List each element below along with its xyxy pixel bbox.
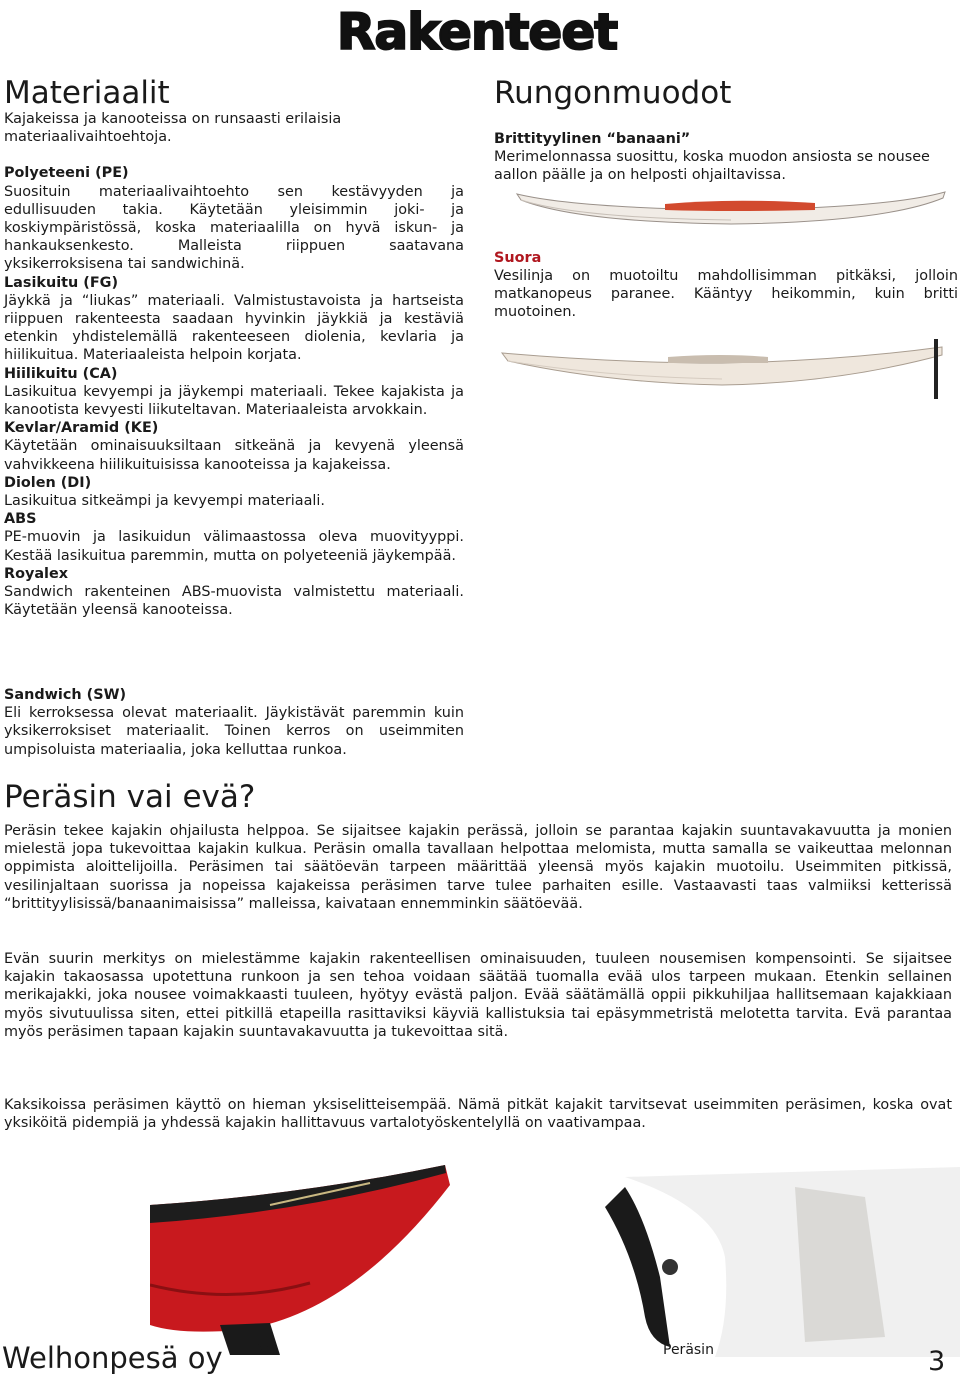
pe-title: Polyeteeni (PE) [4, 165, 129, 182]
di-text: Lasikuitua sitkeämpi ja kevyempi materiaali. [4, 493, 325, 510]
ca-text: Lasikuitua kevyempi ja jäykempi materiaali. Tekee kajakista ja kanootista kevyesti liikuteltavan. Materiaaleista arvokkain. [4, 383, 464, 419]
rakenteet-logo [322, 2, 632, 58]
footer-brand: Welhonpesä oy [2, 1341, 223, 1375]
materials-title: Materiaalit [4, 75, 170, 111]
rudder-paragraph-1: Peräsin tekee kajakin ohjailusta helppoa. Se sijaitsee kajakin perässä, jolloin se parantaa kajakin suuntavakavuutta ja monien mielestä jopa tukevoittaa kajakin kulkua. Peräsin omalla tavallaan helpottaa melomista, mutta samalla se vaikeuttaa melonnan oppimista aloittelijoilla. Peräsimen tai säätöevän tarpeen määrittää yleensä myös kajakin muotoilu. Useimmiten pitkissä, vesilinjaltaan suorissa ja nopeissa kajakeissa peräsimen tarve tulee parhaiten esille. Vastaavasti taas valmiiksi ketterissä “brittityylisissä/banaanimaisissa” malleissa, kaivataan ennemminkin säätöevää. [4, 823, 952, 912]
rudder-title: Peräsin vai evä? [4, 779, 256, 815]
di-title: Diolen (DI) [4, 474, 92, 491]
logo-text: Rakenteet [336, 3, 618, 58]
sandwich-section [4, 686, 464, 759]
banana-kayak-image [515, 188, 947, 226]
straight-kayak-image [498, 335, 946, 403]
rudder-paragraph-3: Kaksikoissa peräsimen käyttö on hieman yksiselitteisempää. Nämä pitkät kajakit tarvitsevat useimmiten peräsimen, koska ovat yksiköitä pidempiä ja yhdessä kajakin hallittavuus vartalotyöskentelyllä on vaativampaa. [4, 1097, 952, 1132]
ca-title: Hiilikuitu (CA) [4, 365, 118, 382]
sw-text: Eli kerroksessa olevat materiaalit. Jäykistävät paremmin kuin yksikerroksiset materiaalit. Toinen kerros on useimmiten umpisoluista materiaalia, joka kelluttaa runkoa. [4, 705, 464, 758]
materials-intro: Kajakeissa ja kanooteissa on runsaasti erilaisia materiaalivaihtoehtoja. [4, 111, 342, 146]
rudder-photo [565, 1167, 960, 1357]
straight-text: Vesilinja on muotoiltu mahdollisimman pitkäksi, jolloin matkanopeus paranee. Kääntyy heikommin, kuin britti muotoinen. [494, 267, 958, 321]
pe-text: Suosituin materiaalivaihtoehto sen kestävyyden ja edullisuuden takia. Käytetään yleisimmin joki- ja koskiympäristössä, koska materiaalilla on hyvä iskun- ja hankauksenkesto. Malleista riippuen saatavana yksikerroksisena tai sandwichinä. [4, 183, 464, 273]
banana-text: Merimelonnassa suosittu, koska muodon ansiosta se nousee aallon päälle ja on helposti ohjailtavissa. [494, 149, 930, 184]
sw-title: Sandwich (SW) [4, 687, 127, 703]
rudder-section [4, 780, 952, 1132]
straight-title: Suora [494, 249, 542, 266]
materials-section [4, 76, 464, 619]
skeg-photo [150, 1165, 450, 1355]
fg-title: Lasikuitu (FG) [4, 274, 119, 291]
ke-title: Kevlar/Aramid (KE) [4, 420, 159, 437]
page-number: 3 [928, 1346, 946, 1377]
banana-title: Brittityylinen “banaani” [494, 131, 691, 147]
hull-title: Rungonmuodot [494, 75, 732, 111]
royalex-title: Royalex [4, 565, 69, 582]
royalex-text: Sandwich rakenteinen ABS-muovista valmistettu materiaali. Käytetään yleensä kanooteissa. [4, 584, 464, 619]
fg-text: Jäykkä ja “liukas” materiaali. Valmistustavoista ja hartseista riippuen rakenteesta saadaan hyvinkin jäykkiä ja kestäviä etenkin yhdistelemällä rakenteeseen diolenia, kevlaria ja hiilikuitua. Materiaaleista helpoin korjata. [4, 292, 464, 364]
perasin-caption: Peräsin [663, 1342, 714, 1358]
rudder-paragraph-2: Evän suurin merkitys on mielestämme kajakin rakenteellisen ominaisuuden, tuuleen nousemisen kompensointi. Se sijaitsee kajakin takaosassa upotettuna runkoon ja sen tehoa voidaan säätää tuomalla evää ulos tarpeen mukaan. Etenkin sellainen merikajakki, joka nousee voimakkaasti tuuleen, hyötyy evästä paljon. Evää säätämällä oppii pikkuhiljaa hallitsemaan kajakkiaan myös sivutuulissa siten, ettei pitkillä etapeilla rasittaviksi käyviä kallistuksia tai epäsymmetristä melotetta tarvita. Evä parantaa myös peräsimen tapaan kajakin suuntavakavuutta ja tukevoittaa sitä. [4, 951, 952, 1040]
abs-text: PE-muovin ja lasikuidun välimaastossa oleva muovityyppi. Kestää lasikuitua paremmin, mutta on polyeteeniä jäykempää. [4, 529, 464, 564]
eva-caption: Evä [251, 1342, 277, 1358]
abs-title: ABS [4, 511, 37, 528]
ke-text: Käytetään ominaisuuksiltaan sitkeänä ja kevyenä yleensä vahvikkeena hiilikuituisissa kanooteissa ja kajakeissa. [4, 438, 464, 473]
